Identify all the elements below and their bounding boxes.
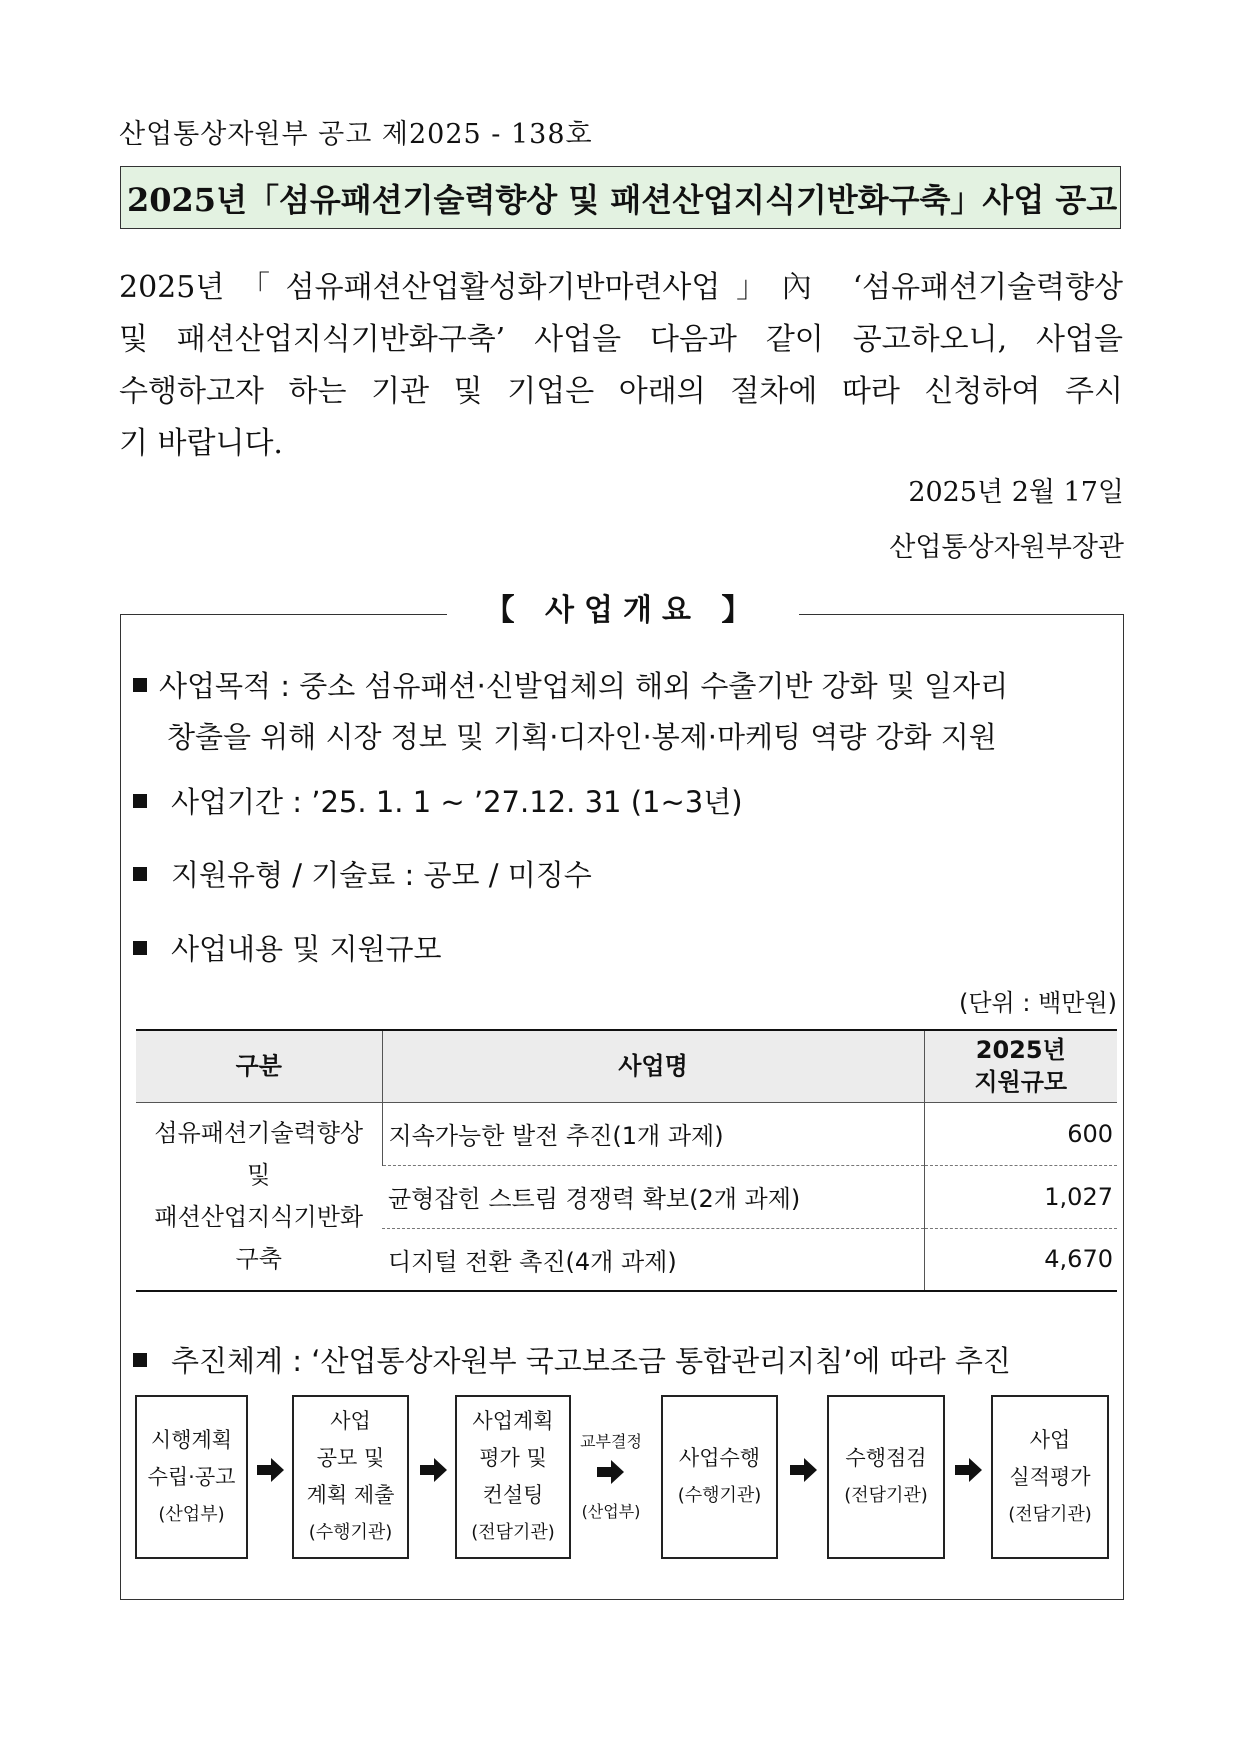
flow-step-inspect: 수행점검 (전담기관) bbox=[827, 1395, 945, 1559]
notice-date: 2025년 2월 17일 bbox=[908, 477, 1124, 508]
issuer: 산업통상자원부장관 bbox=[889, 532, 1124, 563]
notice-number: 산업통상자원부 공고 제2025 - 138호 bbox=[119, 119, 593, 150]
category-cell: 섬유패션기술력향상 및 패션산업지식기반화 구축 bbox=[136, 1102, 382, 1291]
arrow-right-icon bbox=[257, 1457, 285, 1483]
budget-value: 4,670 bbox=[924, 1228, 1117, 1291]
flow-step-apply: 사업 공모 및 계획 제출 (수행기관) bbox=[292, 1395, 409, 1559]
header-category: 구분 bbox=[136, 1030, 382, 1102]
project-name: 균형잡힌 스트림 경쟁력 확보(2개 과제) bbox=[382, 1165, 924, 1228]
budget-value: 1,027 bbox=[924, 1165, 1117, 1228]
flow-step-execute: 사업수행 (수행기관) bbox=[661, 1395, 778, 1559]
process-flow bbox=[135, 1395, 1111, 1559]
flow-step-plan: 시행계획 수립·공고 (산업부) bbox=[135, 1395, 248, 1559]
intro-line: 및 패션산업지식기반화구축’ 사업을 다음과 같이 공고하오니, 사업을 bbox=[119, 322, 1123, 357]
overview-heading: 【 사업개요 】 bbox=[447, 587, 799, 635]
content-text: 사업내용 및 지원규모 bbox=[171, 932, 442, 966]
arrow-right-icon bbox=[790, 1457, 818, 1483]
period-text: 사업기간 : ’25. 1. 1 ~ ’27.12. 31 (1~3년) bbox=[171, 785, 743, 819]
budget-table bbox=[136, 1029, 1117, 1292]
budget-value: 600 bbox=[924, 1102, 1117, 1165]
process-text: 추진체계 : ‘산업통상자원부 국고보조금 통합관리지침’에 따라 추진 bbox=[171, 1344, 1011, 1378]
title-box bbox=[120, 166, 1121, 229]
header-project: 사업명 bbox=[382, 1030, 924, 1102]
bullet-square-icon bbox=[133, 867, 147, 881]
purpose-item bbox=[133, 661, 1113, 763]
bullet-square-icon bbox=[133, 941, 147, 955]
arrow-right-icon bbox=[955, 1457, 983, 1483]
support-type-text: 지원유형 / 기술료 : 공모 / 미징수 bbox=[171, 858, 592, 892]
intro-paragraph bbox=[119, 262, 1123, 470]
support-type-item bbox=[133, 853, 592, 894]
project-name: 지속가능한 발전 추진(1개 과제) bbox=[382, 1102, 924, 1165]
overview-box bbox=[120, 593, 1124, 1600]
flow-step-evaluate: 사업계획 평가 및 컨설팅 (전담기관) bbox=[455, 1395, 571, 1559]
bullet-square-icon bbox=[133, 1353, 147, 1367]
header-budget: 2025년 지원규모 bbox=[924, 1030, 1117, 1102]
purpose-text-cont: 창출을 위해 시장 정보 및 기획·디자인·봉제·마케팅 역량 강화 지원 bbox=[167, 720, 997, 754]
process-item bbox=[133, 1339, 1011, 1380]
flow-grant-decision: 교부결정 (산업부) bbox=[580, 1432, 642, 1521]
arrow-right-icon bbox=[420, 1457, 448, 1483]
intro-line: 수행하고자 하는 기관 및 기업은 아래의 절차에 따라 신청하여 주시 bbox=[119, 374, 1123, 409]
purpose-text: 사업목적 : 중소 섬유패션·신발업체의 해외 수출기반 강화 및 일자리 bbox=[159, 669, 1009, 703]
project-name: 디지털 전환 촉진(4개 과제) bbox=[382, 1228, 924, 1291]
arrow-right-icon bbox=[597, 1459, 625, 1485]
bullet-square-icon bbox=[133, 794, 147, 808]
bullet-square-icon bbox=[133, 678, 147, 692]
flow-step-performance: 사업 실적평가 (전담기관) bbox=[991, 1395, 1109, 1559]
intro-line: 2025년「섬유패션산업활성화기반마련사업」內 ‘섬유패션기술력향상 bbox=[119, 270, 1123, 305]
period-item bbox=[133, 780, 743, 821]
intro-line: 기 바랍니다. bbox=[119, 426, 283, 461]
table-row bbox=[136, 1102, 1117, 1165]
content-item bbox=[133, 927, 442, 968]
unit-label: (단위 : 백만원) bbox=[959, 989, 1117, 1017]
document-title: 2025년「섬유패션기술력향상 및 패션산업지식기반화구축」사업 공고 bbox=[127, 180, 1118, 219]
